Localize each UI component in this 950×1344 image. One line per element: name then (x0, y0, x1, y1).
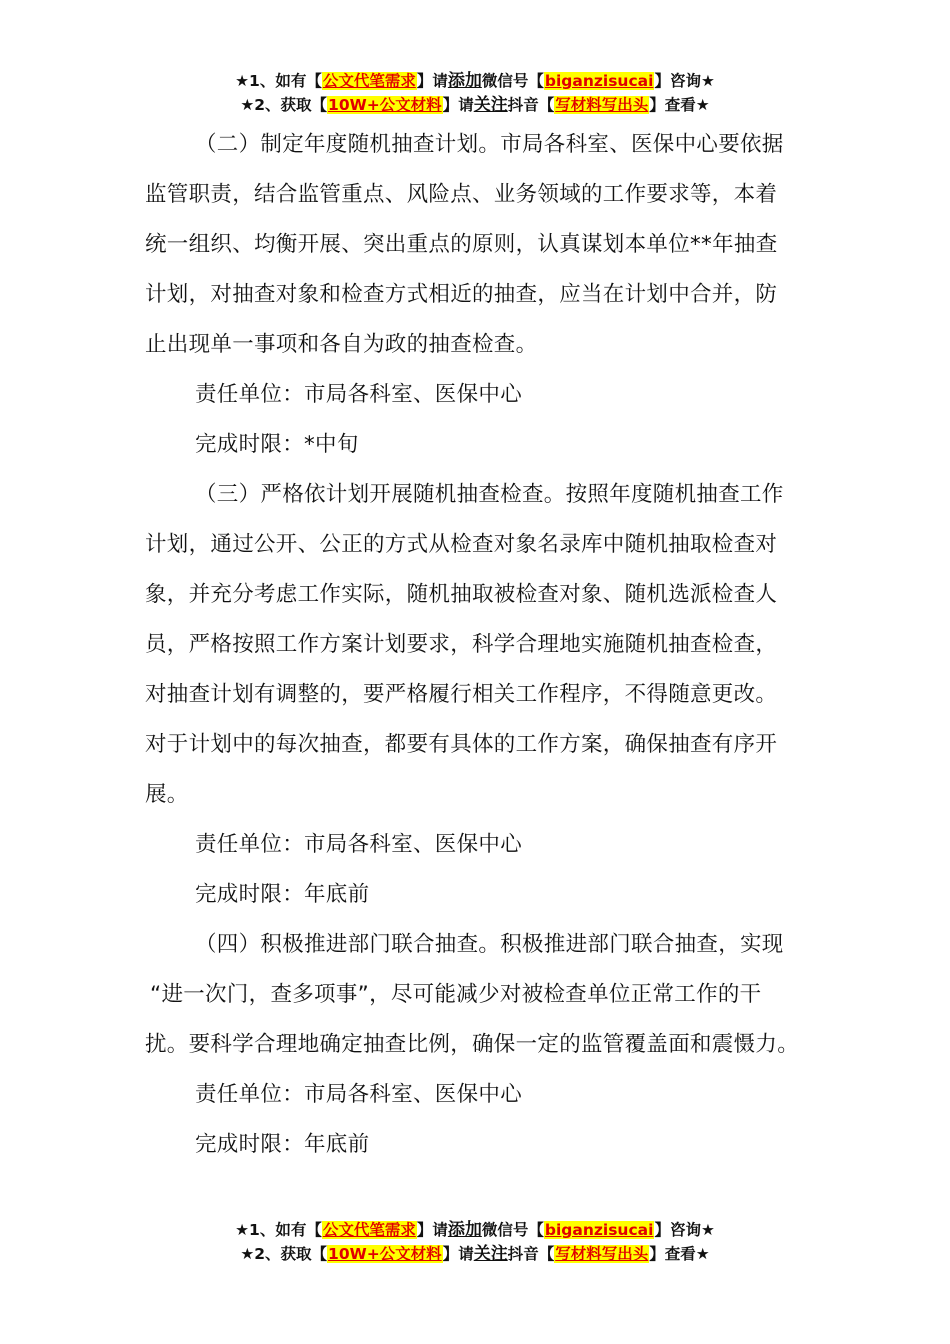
banner-underline: 关注 (473, 1244, 508, 1264)
banner-text: 】查看★ (649, 96, 710, 114)
text-line: （三）严格依计划开展随机抽查检查。按照年度随机抽查工作 (195, 482, 784, 507)
text-line: （四）积极推进部门联合抽查。积极推进部门联合抽查，实现 (195, 932, 784, 957)
banner-underline: 添加 (447, 1220, 482, 1240)
text-line: 对于计划中的每次抽查，都要有具体的工作方案，确保抽查有序开 (145, 732, 778, 757)
text-line: 计划，通过公开、公正的方式从检查对象名录库中随机抽取检查对 (145, 532, 778, 557)
banner-highlight: 写材料写出头 (555, 1245, 649, 1263)
text-line: 计划，对抽查对象和检查方式相近的抽查，应当在计划中合并，防 (145, 282, 778, 307)
banner-text: ★1、如有【 (235, 72, 322, 90)
banner-highlight: 公文代笔需求 (322, 72, 416, 90)
text-line: 统一组织、均衡开展、突出重点的原则，认真谋划本单位**年抽查 (145, 232, 778, 257)
text-line: 责任单位：市局各科室、医保中心 (195, 1082, 523, 1107)
banner-text: 微信号【 (481, 1221, 544, 1239)
banner-text: ★2、获取【 (240, 1245, 328, 1263)
bottom-banner-line-2 (0, 1242, 950, 1266)
banner-text: 】请 (442, 1245, 474, 1263)
banner-underline: 添加 (447, 71, 482, 91)
text-line: 完成时限：年底前 (195, 1132, 370, 1157)
text-line: 员，严格按照工作方案计划要求，科学合理地实施随机抽查检查， (145, 632, 778, 657)
banner-highlight: 写材料写出头 (555, 96, 649, 114)
top-banner-line-2 (0, 93, 950, 117)
banner-text: 】咨询★ (654, 1221, 715, 1239)
banner-highlight: 10W+公文材料 (328, 96, 442, 114)
text-line: “进一次门，查多项事”，尽可能减少对被检查单位正常工作的干 (150, 982, 762, 1007)
banner-text: 】咨询★ (654, 72, 715, 90)
text-line: 扰。要科学合理地确定抽查比例，确保一定的监管覆盖面和震慑力。 (145, 1032, 800, 1057)
text-line: 监管职责，结合监管重点、风险点、业务领域的工作要求等，本着 (145, 182, 778, 207)
banner-text: 抖音【 (507, 96, 555, 114)
text-line: 完成时限：年底前 (195, 882, 370, 907)
banner-text: 】请 (442, 96, 474, 114)
banner-text: 抖音【 (507, 1245, 555, 1263)
banner-text: 】请 (416, 72, 448, 90)
banner-text: 微信号【 (481, 72, 544, 90)
banner-highlight: biganzisucai (544, 72, 654, 90)
banner-highlight: 10W+公文材料 (328, 1245, 442, 1263)
banner-highlight: 公文代笔需求 (322, 1221, 416, 1239)
banner-text: 】查看★ (649, 1245, 710, 1263)
text-line: 象，并充分考虑工作实际，随机抽取被检查对象、随机选派检查人 (145, 582, 778, 607)
banner-highlight: biganzisucai (544, 1221, 654, 1239)
text-line: 完成时限：*中旬 (195, 432, 359, 457)
text-line: 展。 (145, 782, 189, 807)
text-line: 责任单位：市局各科室、医保中心 (195, 382, 523, 407)
text-line: 止出现单一事项和各自为政的抽查检查。 (145, 332, 538, 357)
text-line: （二）制定年度随机抽查计划。市局各科室、医保中心要依据 (195, 132, 784, 157)
banner-text: ★2、获取【 (240, 96, 328, 114)
banner-text: ★1、如有【 (235, 1221, 322, 1239)
banner-text: 】请 (416, 1221, 448, 1239)
top-banner-line-1 (0, 69, 950, 93)
text-line: 对抽查计划有调整的，要严格履行相关工作程序，不得随意更改。 (145, 682, 778, 707)
bottom-banner-line-1 (0, 1218, 950, 1242)
banner-underline: 关注 (473, 95, 508, 115)
text-line: 责任单位：市局各科室、医保中心 (195, 832, 523, 857)
